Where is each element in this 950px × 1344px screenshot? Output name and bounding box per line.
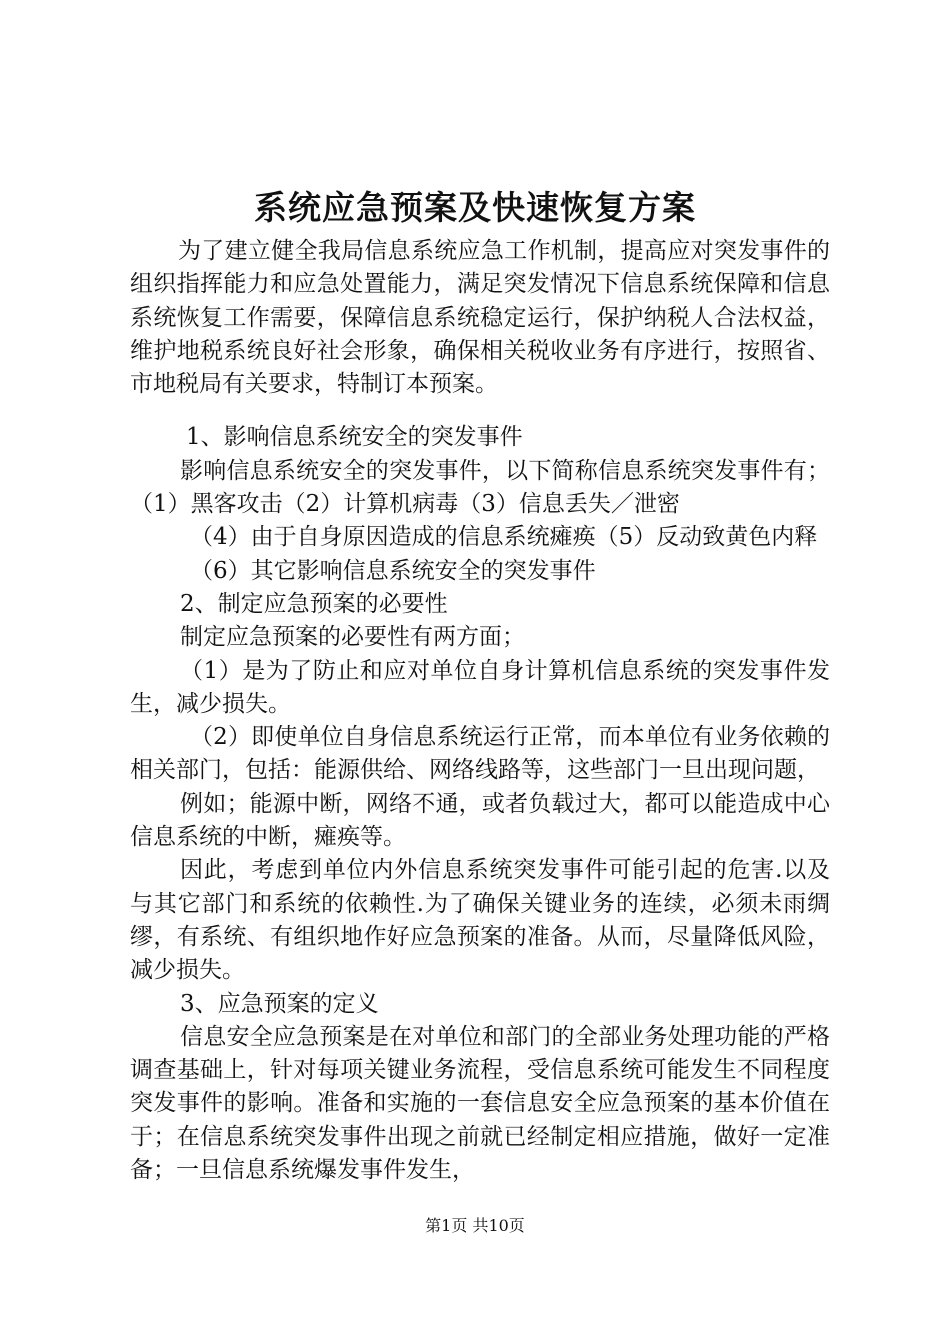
body-paragraph: 制定应急预案的必要性有两方面； — [180, 624, 525, 651]
body-paragraph: 例如；能源中断，网络不通，或者负载过大，都可以能造成中心信息系统的中断，瘫痪等。 — [130, 790, 830, 851]
body-paragraph: 因此，考虑到单位内外信息系统突发事件可能引起的危害.以及与其它部门和系统的依赖性.为了确保关键业务的连续，必须未雨绸缪，有系统、有组织地作好应急预案的准备。从而，尽量降低风险，减少损失。 — [130, 857, 830, 984]
paragraph-spacer — [130, 401, 830, 421]
section-heading-3: 3、应急预案的定义 — [180, 990, 379, 1017]
section-heading-1: 1、影响信息系统安全的突发事件 — [186, 424, 523, 451]
document-body — [130, 235, 830, 1187]
intro-paragraph: 为了建立健全我局信息系统应急工作机制，提高应对突发事件的组织指挥能力和应急处置能力，满足突发情况下信息系统保障和信息系统恢复工作需要，保障信息系统稳定运行，保护纳税人合法权益，维护地税系统良好社会形象，确保相关税收业务有序进行，按照省、市地税局有关要求，特制订本预案。 — [130, 238, 830, 398]
body-paragraph: （2）即使单位自身信息系统运行正常，而本单位有业务依赖的相关部门，包括：能源供给、网络线路等，这些部门一旦出现问题， — [130, 724, 830, 784]
section-heading-2: 2、制定应急预案的必要性 — [180, 590, 448, 617]
body-paragraph: （6）其它影响信息系统安全的突发事件 — [190, 557, 596, 584]
body-paragraph: 影响信息系统安全的突发事件，以下简称信息系统突发事件有；（1）黑客攻击（2）计算机病毒（3）信息丢失／泄密 — [130, 457, 830, 518]
body-paragraph: （4）由于自身原因造成的信息系统瘫痪（5）反动致黄色内释 — [190, 524, 818, 551]
body-paragraph: （1）是为了防止和应对单位自身计算机信息系统的突发事件发生，减少损失。 — [130, 657, 830, 717]
body-paragraph: 信息安全应急预案是在对单位和部门的全部业务处理功能的严格调查基础上，针对每项关键业务流程，受信息系统可能发生不同程度突发事件的影响。准备和实施的一套信息安全应急预案的基本价值在于；在信息系统突发事件出现之前就已经制定相应措施，做好一定准备；一旦信息系统爆发事件发生， — [130, 1023, 830, 1184]
document-title: 系统应急预案及快速恢复方案 — [254, 188, 696, 227]
page-footer: 第1页 共10页 — [425, 1216, 525, 1235]
